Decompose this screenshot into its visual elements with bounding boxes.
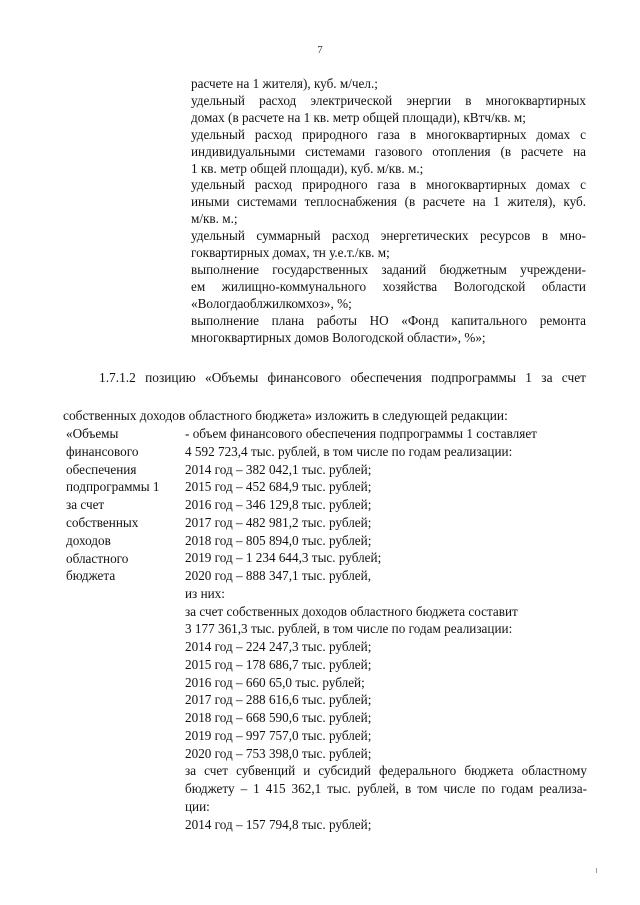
funding-line: 2015 год – 452 684,9 тыс. рублей;: [185, 479, 372, 495]
page-number: 7: [317, 44, 323, 56]
amendment-paragraph-line-2: собственных доходов областного бюджета» изложить в следующей редакции:: [63, 408, 508, 423]
indicator-line: расчете на 1 жителя), куб. м/чел.;: [191, 76, 378, 91]
funding-line: 2020 год – 753 398,0 тыс. рублей;: [185, 745, 372, 761]
indicator-line: удельный расход природного газа в многоквартирных домах с: [191, 177, 586, 193]
indicator-line: индивидуальными системами газового отопления (в расчете на: [191, 143, 586, 159]
funding-line: 3 177 361,3 тыс. рублей, в том числе по годам реализации:: [185, 621, 513, 637]
table-label-line: финансового: [66, 443, 139, 459]
indicator-line: удельный расход электрической энергии в многоквартирных: [191, 92, 586, 108]
funding-line: 2020 год – 888 347,1 тыс. рублей,: [185, 568, 371, 583]
funding-line: за счет собственных доходов областного бюджета составит: [185, 603, 518, 619]
scan-mark: [596, 868, 597, 873]
indicator-line: удельный расход природного газа в многоквартирных домах с: [191, 126, 586, 142]
table-label-line: доходов: [66, 532, 111, 548]
funding-line: бюджету – 1 415 362,1 тыс. рублей, в том числе по годам реализа-: [185, 781, 587, 796]
funding-line: 2018 год – 805 894,0 тыс. рублей;: [185, 532, 372, 548]
table-label-line: «Объемы: [66, 426, 119, 441]
indicator-line: гоквартирных домах, тн у.е.т./кв. м;: [191, 245, 390, 261]
funding-line: из них:: [185, 585, 225, 601]
funding-line: 2017 год – 482 981,2 тыс. рублей;: [185, 514, 372, 530]
table-label-column: [66, 425, 181, 585]
indicator-line: м/кв. м.;: [191, 211, 238, 227]
funding-line: 2017 год – 288 616,6 тыс. рублей;: [185, 692, 372, 708]
funding-line: 2019 год – 997 757,0 тыс. рублей;: [185, 727, 372, 743]
funding-line: 2016 год – 660 65,0 тыс. рублей;: [185, 674, 365, 690]
funding-line: 2014 год – 382 042,1 тыс. рублей;: [185, 461, 372, 477]
table-label-line: бюджета: [66, 568, 116, 584]
table-label-line: за счет: [66, 497, 105, 513]
amendment-paragraph-line-1: 1.7.1.2 позицию «Объемы финансового обеспечения подпрограммы 1 за счет: [99, 370, 586, 385]
funding-line: 2014 год – 224 247,3 тыс. рублей;: [185, 639, 372, 654]
table-content-column: [185, 425, 587, 833]
funding-line: 2019 год – 1 234 644,3 тыс. рублей;: [185, 550, 382, 566]
indicator-line: удельный суммарный расход энергетических ресурсов в мно-: [191, 228, 586, 244]
funding-line: ции:: [185, 798, 210, 814]
funding-line: 4 592 723,4 тыс. рублей, в том числе по годам реализации:: [185, 443, 513, 459]
table-label-line: обеспечения: [66, 461, 137, 477]
indicator-line: многоквартирных домов Вологодской области», %»;: [191, 329, 486, 345]
funding-line: - объем финансового обеспечения подпрограммы 1 составляет: [185, 426, 537, 441]
funding-line: 2014 год – 157 794,8 тыс. рублей;: [185, 816, 372, 832]
funding-line: 2016 год – 346 129,8 тыс. рублей;: [185, 497, 372, 512]
indicator-line: 1 кв. метр общей площади), куб. м/кв. м.;: [191, 160, 424, 176]
indicator-list: [191, 76, 586, 347]
indicator-line: «Вологдаоблжилкомхоз», %;: [191, 295, 352, 311]
table-label-line: подпрограммы 1: [66, 479, 160, 495]
indicator-line: иными системами теплоснабжения (в расчете на 1 жителя), куб.: [191, 194, 586, 210]
funding-line: 2018 год – 668 590,6 тыс. рублей;: [185, 710, 372, 725]
indicator-line: выполнение плана работы НО «Фонд капитального ремонта: [191, 312, 586, 328]
table-label-line: собственных: [66, 514, 139, 530]
table-label-line: областного: [66, 550, 129, 566]
indicator-line: выполнение государственных заданий бюджетным учреждени-: [191, 261, 586, 277]
indicator-line: ем жилищно-коммунального хозяйства Вологодской области: [191, 278, 586, 294]
indicator-line: домах (в расчете на 1 кв. метр общей площади), кВтч/кв. м;: [191, 109, 526, 125]
funding-line: 2015 год – 178 686,7 тыс. рублей;: [185, 656, 372, 672]
funding-line: за счет субвенций и субсидий федерального бюджета областному: [185, 763, 587, 779]
